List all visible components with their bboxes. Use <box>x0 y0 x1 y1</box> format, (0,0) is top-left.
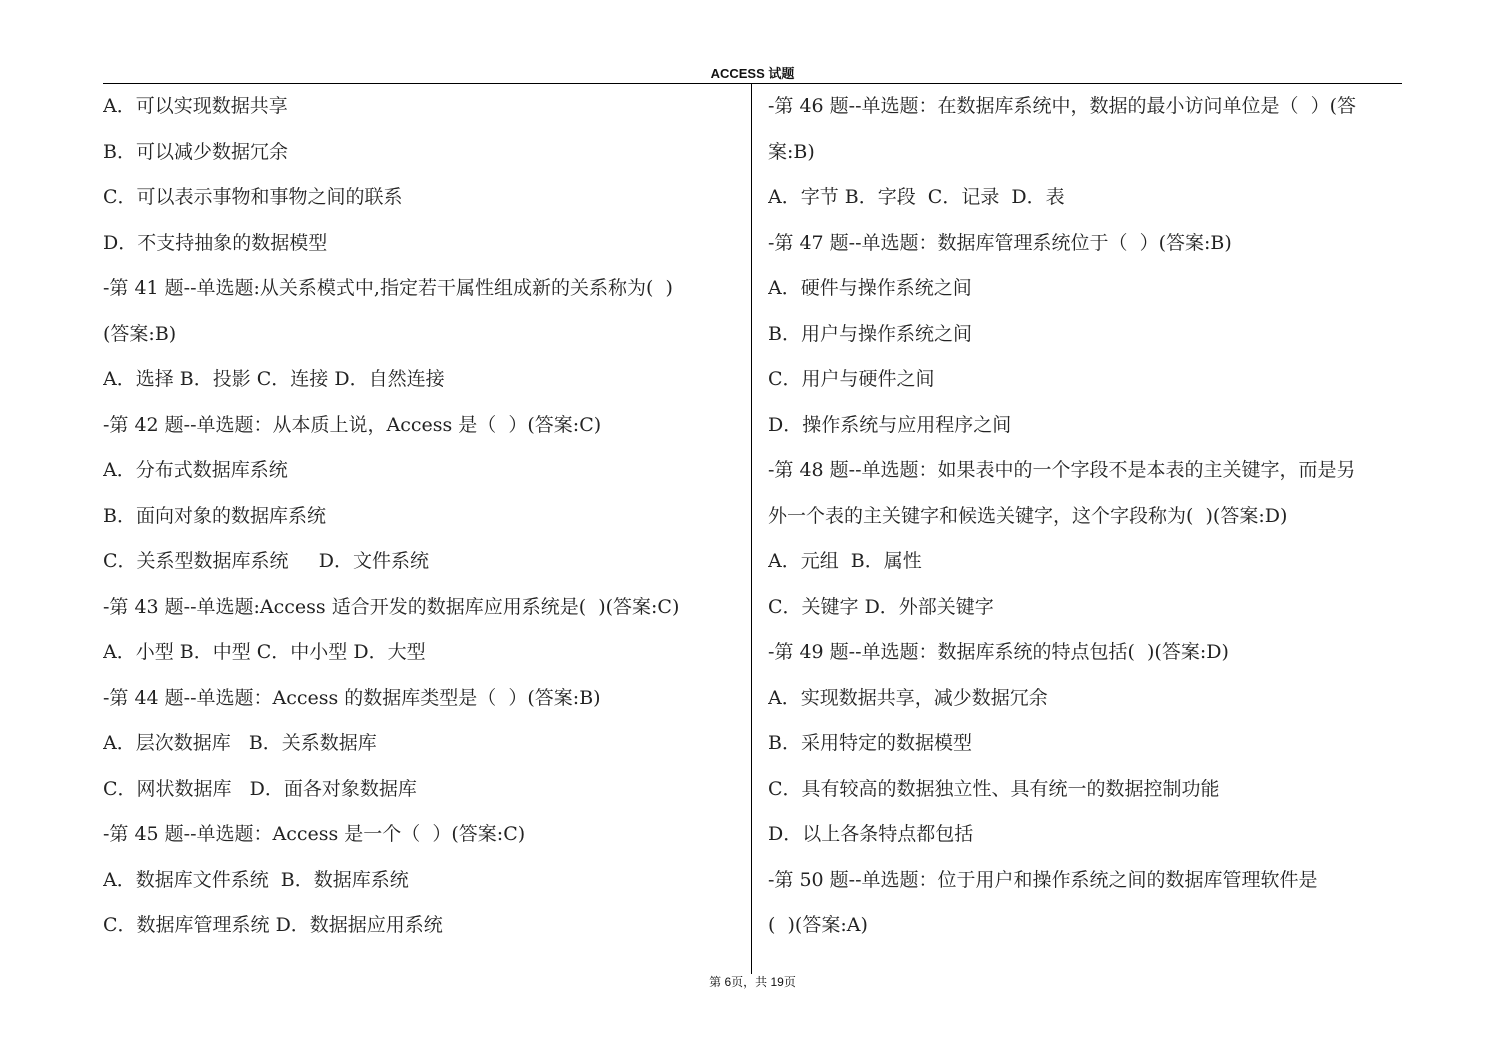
text-line: D．不支持抽象的数据模型 <box>103 231 328 254</box>
text-line: A．可以实现数据共享 <box>103 95 288 117</box>
question-line: -第 49 题--单选题：数据库系统的特点包括( )(答案:D) <box>768 641 1229 663</box>
text-line: C．关键字 D．外部关键字 <box>768 595 994 618</box>
text-line: B．面向对象的数据库系统 <box>103 504 326 527</box>
question-line: -第 43 题--单选题:Access 适合开发的数据库应用系统是( )(答案:C) <box>103 595 680 618</box>
text-line: A．选择 B．投影 C．连接 D．自然连接 <box>103 368 445 390</box>
text-line: A．元组 B．属性 <box>768 550 922 572</box>
page-header-title: ACCESS 试题 <box>710 66 795 81</box>
answer-line: ( )(答案:A) <box>768 914 868 936</box>
right-column <box>768 84 1404 949</box>
question-line: -第 47 题--单选题：数据库管理系统位于（ ）(答案:B) <box>768 231 1232 254</box>
text-line: C．具有较高的数据独立性、具有统一的数据控制功能 <box>768 777 1220 800</box>
question-line: -第 44 题--单选题：Access 的数据库类型是（ ）(答案:B) <box>103 686 601 709</box>
text-line: C．关系型数据库系统 D．文件系统 <box>103 550 429 572</box>
text-line: B．用户与操作系统之间 <box>768 322 972 345</box>
question-line: -第 50 题--单选题：位于用户和操作系统之间的数据库管理软件是 <box>768 868 1318 891</box>
left-column <box>103 84 743 949</box>
text-line: A．字节 B．字段 C．记录 D．表 <box>768 186 1065 208</box>
answer-line: (答案:B) <box>103 322 177 345</box>
column-divider <box>751 84 752 974</box>
question-line: -第 45 题--单选题：Access 是一个（ ）(答案:C) <box>103 823 526 845</box>
question-line: -第 42 题--单选题：从本质上说，Access 是（ ）(答案:C) <box>103 413 602 436</box>
text-line: D．以上各条特点都包括 <box>768 823 974 845</box>
text-line: A．硬件与操作系统之间 <box>768 277 972 299</box>
question-line: -第 41 题--单选题:从关系模式中,指定若干属性组成新的关系称为( ) <box>103 277 673 299</box>
question-continuation-line: 外一个表的主关键字和候选关键字，这个字段称为( )(答案:D) <box>768 504 1288 527</box>
question-line: -第 48 题--单选题：如果表中的一个字段不是本表的主关键字，而是另 <box>768 459 1356 481</box>
text-line: A．小型 B．中型 C．中小型 D．大型 <box>103 641 426 663</box>
text-line: B．可以减少数据冗余 <box>103 140 288 163</box>
text-line: C．可以表示事物和事物之间的联系 <box>103 186 403 208</box>
text-line: B．采用特定的数据模型 <box>768 732 972 754</box>
text-line: A．数据库文件系统 B．数据库系统 <box>103 868 409 891</box>
text-line: C．网状数据库 D．面各对象数据库 <box>103 777 417 800</box>
text-line: D．操作系统与应用程序之间 <box>768 413 1012 436</box>
text-line: A．分布式数据库系统 <box>103 459 288 481</box>
page-footer: 第 6页，共 19页 <box>709 975 796 989</box>
question-line: -第 46 题--单选题：在数据库系统中，数据的最小访问单位是（ ）(答 <box>768 95 1357 117</box>
text-line: C．用户与硬件之间 <box>768 368 935 390</box>
text-line: A．实现数据共享，减少数据冗余 <box>768 686 1048 709</box>
text-line: A．层次数据库 B．关系数据库 <box>103 732 377 754</box>
answer-line: 案:B) <box>768 140 815 163</box>
text-line: C．数据库管理系统 D．数据据应用系统 <box>103 914 443 936</box>
